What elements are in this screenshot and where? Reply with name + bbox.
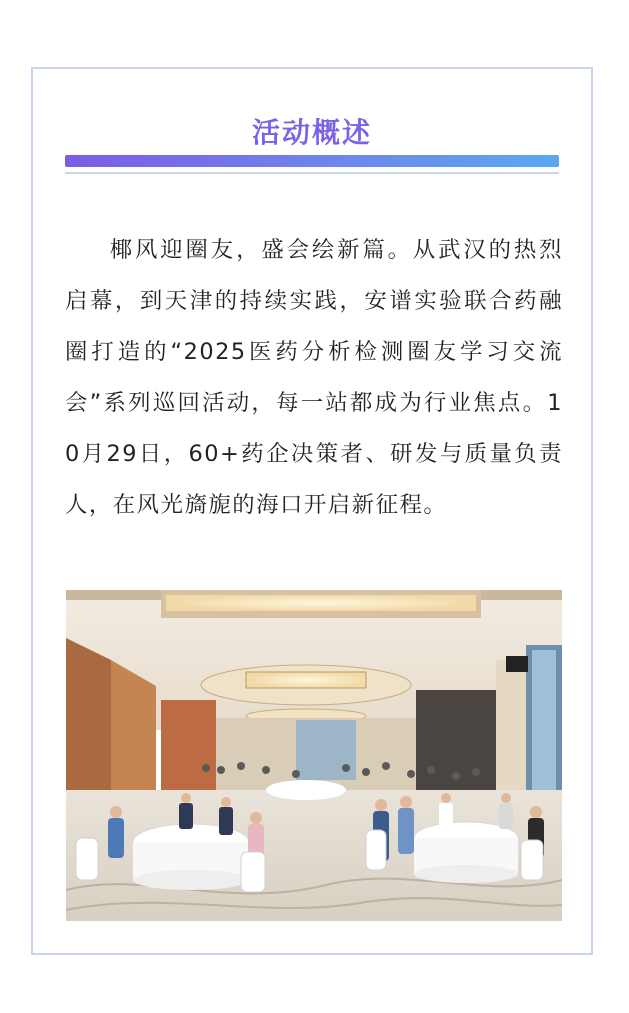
title-underline bbox=[65, 172, 559, 174]
title-gradient-bar bbox=[65, 155, 559, 167]
event-photo bbox=[66, 590, 562, 921]
overview-card bbox=[31, 67, 593, 955]
section-title: 活动概述 bbox=[251, 116, 372, 149]
intro-paragraph: 椰风迎圈友，盛会绘新篇。从武汉的热烈启幕，到天津的持续实践，安谱实验联合药融圈打造的“2025医药分析检测圈友学习交流会”系列巡回活动，每一站都成为行业焦点。10月29日，60+药企决策者、研发与质量负责人，在风光旖旎的海口开启新征程。 bbox=[65, 237, 563, 518]
